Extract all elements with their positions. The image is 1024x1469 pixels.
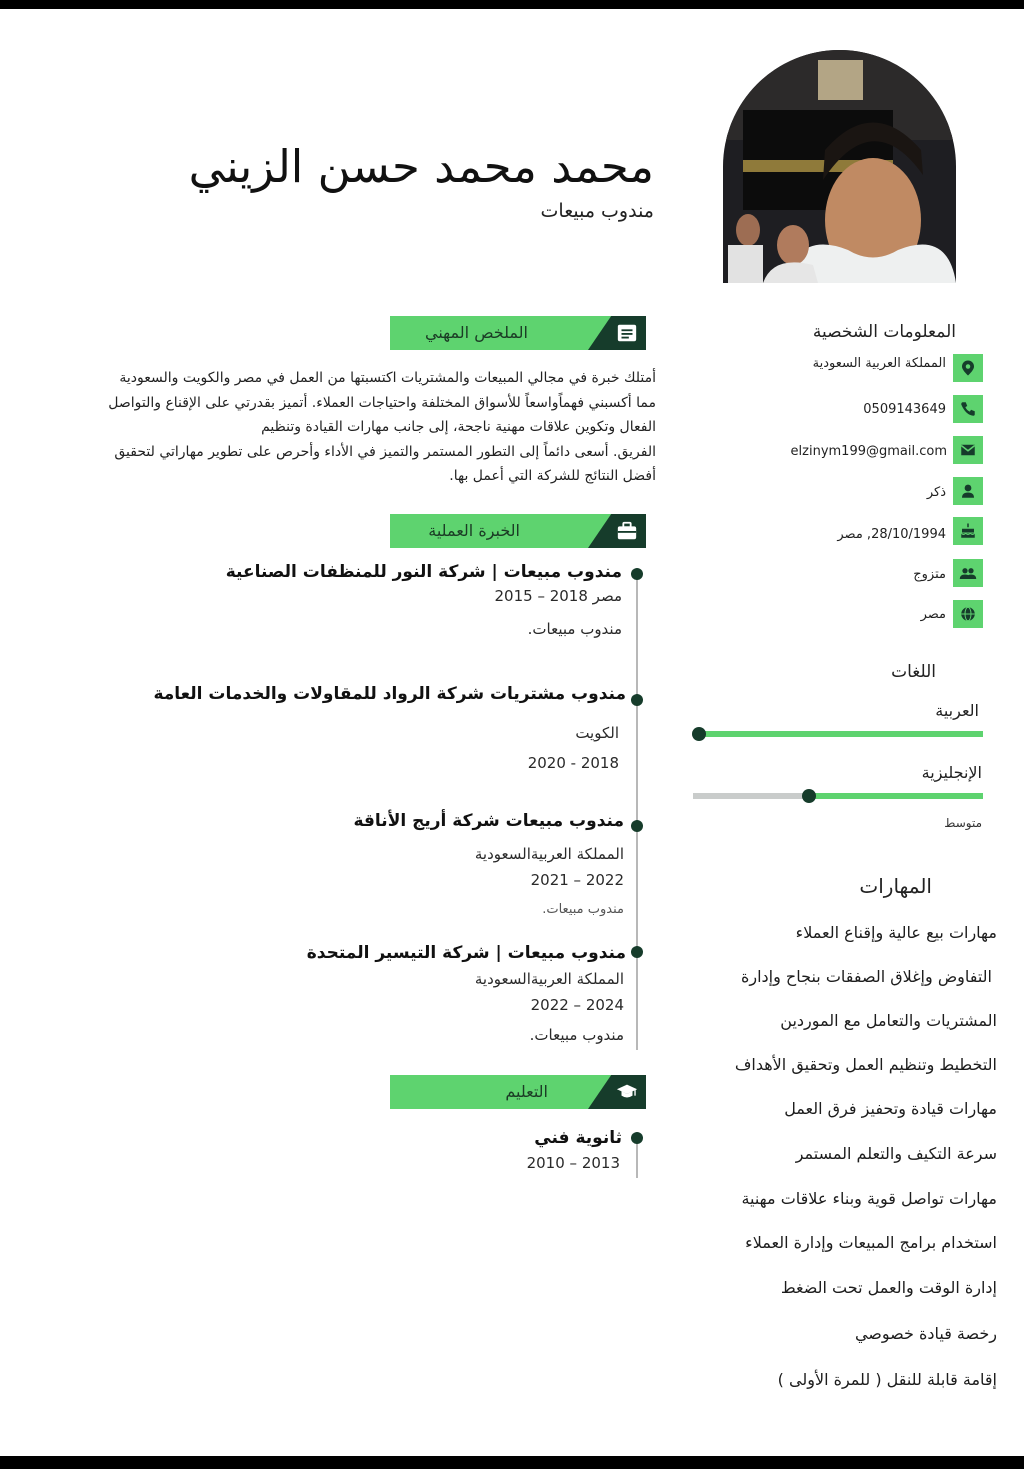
job-description: مندوب مبيعات. (529, 1026, 624, 1044)
nationality-text: مصر (920, 607, 946, 622)
education-section-header (390, 1075, 646, 1109)
address-text: المملكة العربية السعودية (812, 356, 946, 371)
skill-item: إدارة الوقت والعمل تحت الضغط (780, 1278, 997, 1297)
job-location: الكويت (575, 724, 619, 742)
skill-item: التخطيط وتنظيم العمل وتحقيق الأهداف (734, 1055, 997, 1074)
globe-icon (959, 605, 977, 623)
summary-line: الفريق. أسعى دائماً إلى التطور المستمر والتميز في الأداء وأحرص على تطوير مهاراتي لتحقيق (114, 443, 656, 460)
marital-text: متزوج (913, 567, 946, 582)
profile-photo-illustration (723, 50, 956, 283)
timeline-dot (631, 1132, 643, 1144)
timeline-dot (631, 568, 643, 580)
skill-item: مهارات قيادة وتحفيز فرق العمل (784, 1099, 997, 1118)
timeline-dot (631, 694, 643, 706)
gender-icon-box (953, 477, 983, 505)
language-name: العربية (935, 701, 979, 720)
top-border (0, 0, 1024, 9)
phone-text[interactable]: 0509143649 (863, 402, 946, 417)
summary-line: مما أكسبني فهماًواسعاً للأسواق المختلفة واحتياجات العملاء. أتميز بقدرتي على الإقناع والتواصل (108, 394, 656, 411)
summary-section-header (390, 316, 646, 350)
email-icon (959, 441, 977, 459)
job-location: مصر 2018 – 2015 (494, 587, 622, 605)
language-name: الإنجليزية (921, 763, 982, 782)
person-icon (959, 482, 977, 500)
education-degree: ثانوية فني (534, 1128, 622, 1148)
job-title: مندوب مشتريات شركة الرواد للمقاولات والخدمات العامة (153, 684, 626, 704)
job-location: المملكة العربيةالسعودية (474, 970, 624, 988)
personal-info-title: المعلومات الشخصية (812, 322, 956, 342)
skills-title: المهارات (859, 874, 932, 898)
profile-photo (723, 50, 956, 283)
email-icon-box (953, 436, 983, 464)
education-dates: 2013 – 2010 (526, 1154, 620, 1172)
skill-item: رخصة قيادة خصوصي (854, 1324, 997, 1343)
education-title: التعليم (505, 1082, 548, 1101)
job-dates: 2022 – 2024 (530, 996, 624, 1014)
language-level-label: متوسط (944, 816, 982, 830)
skill-item: سرعة التكيف والتعلم المستمر (795, 1144, 997, 1163)
birthday-cake-icon (959, 522, 977, 540)
birth-text: 28/10/1994, مصر (837, 527, 946, 542)
job-title: مندوب مبيعات | شركة التيسير المتحدة (306, 943, 626, 963)
language-level-knob (692, 727, 706, 741)
job-description: مندوب مبيعات. (542, 902, 624, 917)
job-title: مندوب مبيعات شركة أريج الأناقة (353, 811, 624, 831)
people-icon (959, 564, 977, 582)
candidate-name: محمد محمد حسن الزيني (188, 140, 654, 193)
bottom-border (0, 1456, 1024, 1469)
notes-icon (616, 322, 638, 344)
email-text[interactable]: elzinym199@gmail.com (790, 444, 947, 459)
language-level-fill (699, 731, 983, 737)
job-dates: 2021 – 2022 (530, 871, 624, 889)
location-icon-box (953, 354, 983, 382)
skill-item: مهارات بيع عالية وإقناع العملاء (795, 923, 997, 942)
language-level-bar (693, 731, 983, 737)
nationality-icon-box (953, 600, 983, 628)
phone-icon-box (953, 395, 983, 423)
skill-item: مهارات تواصل قوية وبناء علاقات مهنية (741, 1189, 997, 1208)
summary-text (36, 366, 656, 489)
experience-title: الخبرة العملية (428, 521, 520, 540)
skill-item: استخدام برامج المبيعات وإدارة العملاء (745, 1233, 997, 1252)
timeline-dot (631, 820, 643, 832)
language-level-knob (802, 789, 816, 803)
marital-icon-box (953, 559, 983, 587)
graduation-cap-icon (616, 1081, 638, 1103)
summary-line: أمتلك خبرة في مجالي المبيعات والمشتريات اكتسبتها من العمل في مصر والكويت والسعودية (119, 370, 656, 386)
skill-item: التفاوض وإغلاق الصفقات بنجاح وإدارة (740, 967, 992, 986)
skill-item: إقامة قابلة للنقل ( للمرة الأولى ) (777, 1370, 997, 1389)
language-level-bar (693, 793, 983, 799)
candidate-role: مندوب مبيعات (540, 200, 654, 222)
birth-icon-box (953, 517, 983, 545)
experience-section-header (390, 514, 646, 548)
job-description: مندوب مبيعات. (527, 620, 622, 638)
experience-timeline (636, 574, 638, 1050)
summary-line: الفعال وتكوين علاقات مهنية ناجحة، إلى جانب مهارات القيادة وتنظيم (261, 419, 656, 435)
job-title: مندوب مبيعات | شركة النور للمنظفات الصناعية (225, 562, 622, 582)
phone-icon (959, 400, 977, 418)
languages-title: اللغات (891, 662, 936, 682)
job-location: المملكة العربيةالسعودية (474, 845, 624, 863)
skill-item: المشتريات والتعامل مع الموردين (780, 1011, 997, 1030)
timeline-dot (631, 946, 643, 958)
gender-text: ذكر (926, 485, 946, 500)
summary-line: أفضل النتائج للشركة التي أعمل بها. (449, 468, 656, 484)
language-level-fill (809, 793, 983, 799)
summary-title: الملخص المهني (425, 323, 528, 342)
job-dates: 2020 - 2018 (527, 754, 619, 772)
briefcase-icon (616, 520, 638, 542)
location-pin-icon (959, 359, 977, 377)
